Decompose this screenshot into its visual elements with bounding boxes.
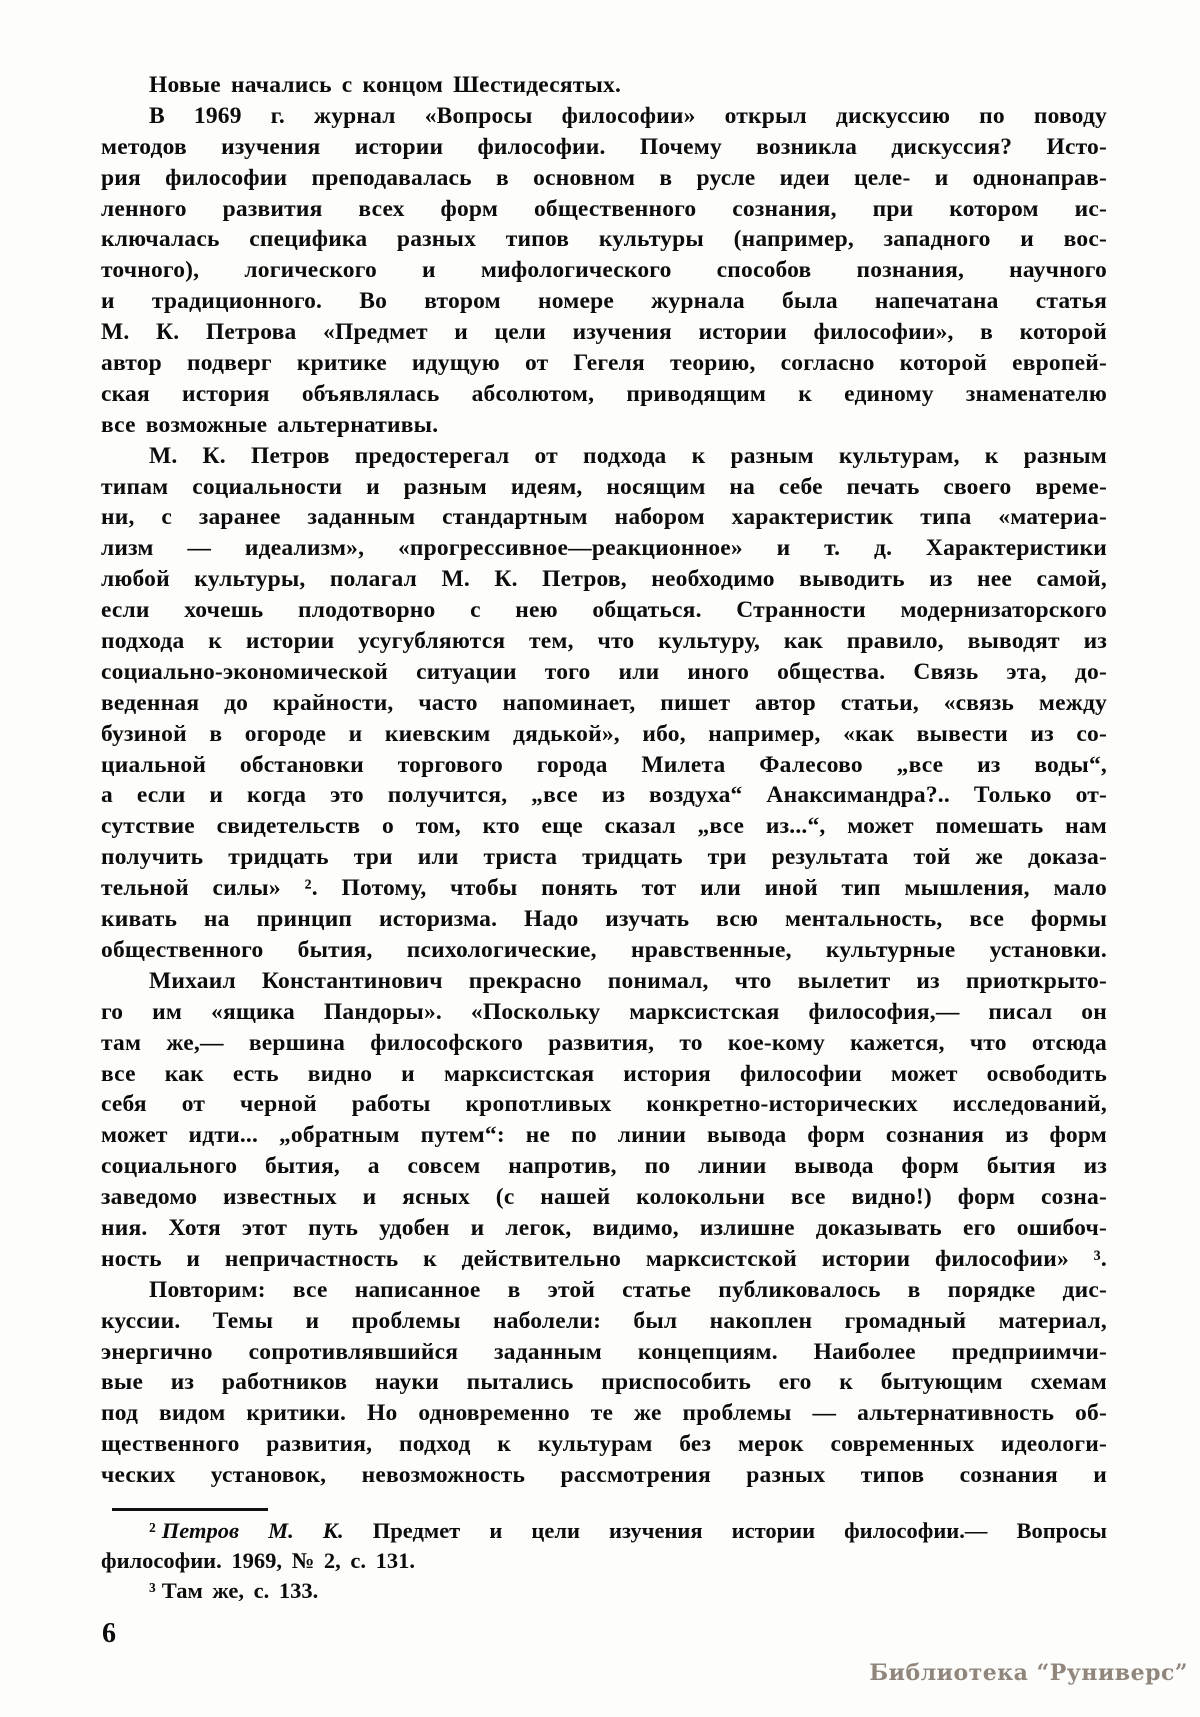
body-line: методов изучения истории философии. Почему возникла дискуссия? Исто-: [101, 133, 1107, 160]
body-line: ни, с заранее заданным стандартным набором характеристик типа «материа-: [101, 504, 1107, 531]
body-line: куссии. Темы и проблемы наболели: был накоплен громадный материал,: [101, 1307, 1107, 1334]
page-number: 6: [102, 1618, 116, 1649]
footnotes: [101, 1516, 1107, 1606]
body-line: ческих установок, невозможность рассмотрения разных типов сознания и: [101, 1462, 1107, 1489]
body-line: ключалась специфика разных типов культуры (например, западного и вос-: [101, 226, 1107, 253]
body-line: ния. Хотя этот путь удобен и легок, видимо, излишне доказывать его ошибоч-: [101, 1214, 1107, 1241]
body-line: кивать на принцип историзма. Надо изучать всю ментальность, все формы: [101, 906, 1107, 933]
footnote-1-line-1: [101, 1516, 1107, 1546]
body-line: себя от черной работы кропотливых конкретно-исторических исследований,: [101, 1091, 1107, 1118]
footnote-2-text: Там же, с. 133.: [161, 1578, 319, 1603]
body-line: точного), логического и мифологического способов познания, научного: [101, 257, 1107, 284]
body-line: под видом критики. Но одновременно те же проблемы — альтернативность об-: [101, 1400, 1107, 1427]
footnote-1-text: Предмет и цели изучения истории философии.— Вопросы: [372, 1518, 1107, 1543]
footnote-1-marker: ²: [149, 1518, 156, 1543]
body-line: щественного развития, подход к культурам без мерок современных идеологи-: [101, 1431, 1107, 1458]
body-line: получить тридцать три или триста тридцать три результата той же доказа-: [101, 844, 1107, 871]
body-line: Новые начались с концом Шестидесятых.: [149, 72, 622, 98]
body-line: а если и когда это получится, „все из воздуха“ Анаксимандра?.. Только от-: [101, 782, 1107, 809]
footnote-1-author: Петров М. К.: [161, 1518, 344, 1543]
body-line: М. К. Петрова «Предмет и цели изучения истории философии», в которой: [101, 319, 1107, 346]
body-line: го им «ящика Пандоры». «Поскольку марксистская философия,— писал он: [101, 998, 1107, 1025]
body-line: бузиной в огороде и киевским дядькой», ибо, например, «как вывести из со-: [101, 720, 1107, 747]
body-line: и традиционного. Во втором номере журнала была напечатана статья: [101, 288, 1107, 315]
body-line: Михаил Константинович прекрасно понимал, что вылетит из приоткрыто-: [149, 967, 1107, 994]
footnote-2-marker: ³: [149, 1578, 156, 1603]
body-line: энергично сопротивлявшийся заданным концепциям. Наиболее предприимчи-: [101, 1338, 1107, 1365]
body-line: циальной обстановки торгового города Милета Фалесово „все из воды“,: [101, 751, 1107, 778]
footnote-1-line-2: философии. 1969, № 2, с. 131.: [101, 1548, 415, 1573]
body-line: М. К. Петров предостерегал от подхода к разным культурам, к разным: [149, 442, 1107, 469]
body-line: ность и непричастность к действительно марксистской истории философии» ³.: [101, 1245, 1107, 1272]
footnote-divider: [112, 1508, 268, 1511]
body-line: автор подверг критике идущую от Гегеля теорию, согласно которой европей-: [101, 350, 1107, 377]
body-line: вые из работников науки пытались приспособить его к бытующим схемам: [101, 1369, 1107, 1396]
footnote-2: [101, 1576, 1107, 1606]
body-line: может идти... „обратным путем“: не по линии вывода форм сознания из форм: [101, 1122, 1107, 1149]
body-line: ская история объявлялась абсолютом, приводящим к единому знаменателю: [101, 380, 1107, 407]
body-line: социально-экономической ситуации того или иного общества. Связь эта, до-: [101, 658, 1107, 685]
body-text: [101, 70, 1107, 1491]
body-line: все как есть видно и марксистская история философии может освободить: [101, 1060, 1107, 1087]
body-line: лизм — идеализм», «прогрессивное—реакционное» и т. д. Характеристики: [101, 535, 1107, 562]
body-line: ленного развития всех форм общественного сознания, при котором ис-: [101, 195, 1107, 222]
body-line: Повторим: все написанное в этой статье публиковалось в порядке дис-: [149, 1276, 1107, 1303]
body-line: любой культуры, полагал М. К. Петров, необходимо выводить из нее самой,: [101, 566, 1107, 593]
watermark: Библиотека “Руниверс”: [869, 1660, 1188, 1686]
body-line: В 1969 г. журнал «Вопросы философии» открыл дискуссию по поводу: [149, 102, 1107, 129]
body-line: тельной силы» ². Потому, чтобы понять тот или иной тип мышления, мало: [101, 875, 1107, 902]
body-line: социального бытия, а совсем напротив, по линии вывода форм бытия из: [101, 1153, 1107, 1180]
body-line: подхода к истории усугубляются тем, что культуру, как правило, выводят из: [101, 628, 1107, 655]
body-line: все возможные альтернативы.: [101, 411, 439, 438]
body-line: сутствие свидетельств о том, кто еще сказал „все из...“, может помешать нам: [101, 813, 1107, 840]
body-line: заведомо известных и ясных (с нашей колокольни все видно!) форм созна-: [101, 1184, 1107, 1211]
body-line: общественного бытия, психологические, нравственные, культурные установки.: [101, 936, 1107, 963]
body-line: типам социальности и разным идеям, носящим на себе печать своего време-: [101, 473, 1107, 500]
body-line: если хочешь плодотворно с нею общаться. Странности модернизаторского: [101, 597, 1107, 624]
body-line: там же,— вершина философского развития, то кое-кому кажется, что отсюда: [101, 1029, 1107, 1056]
body-line: веденная до крайности, часто напоминает, пишет автор статьи, «связь между: [101, 689, 1107, 716]
body-line: рия философии преподавалась в основном в русле идеи целе- и однонаправ-: [101, 164, 1107, 191]
